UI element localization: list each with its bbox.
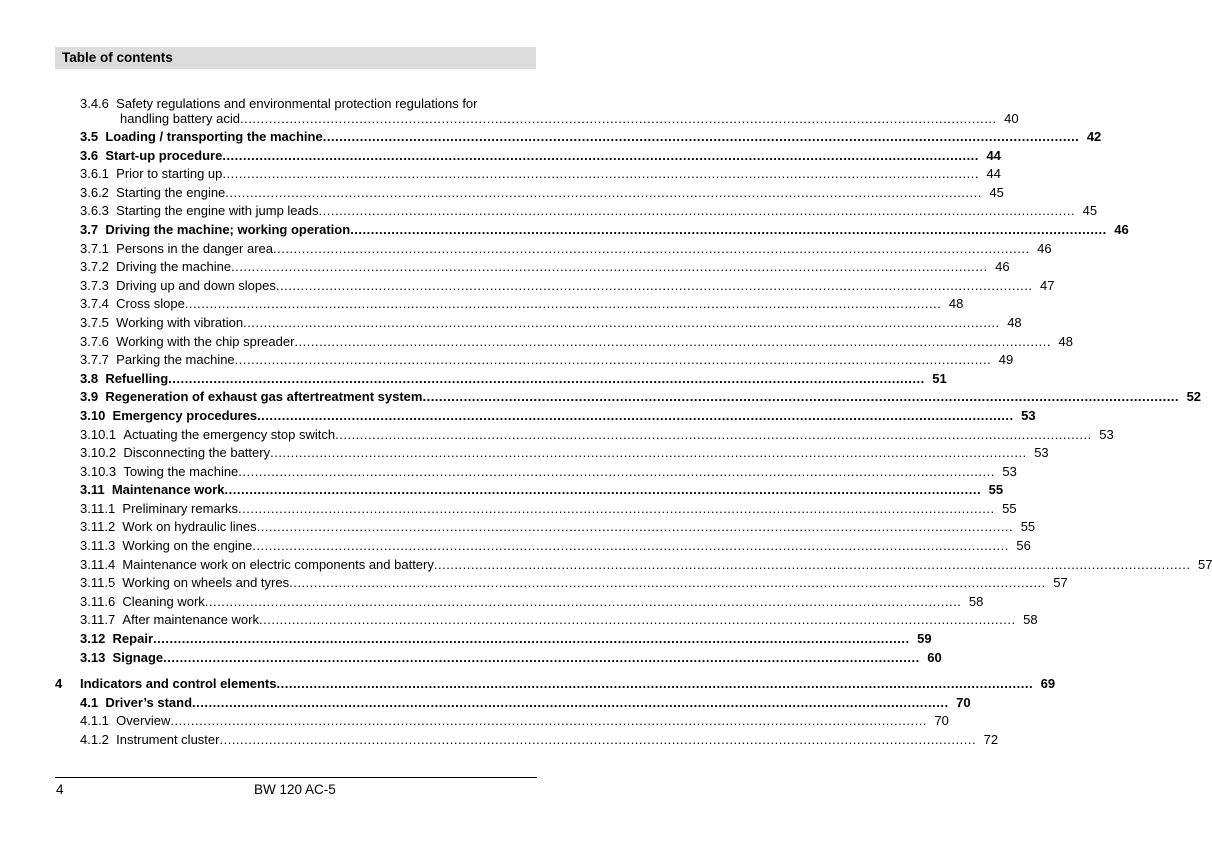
toc-entry[interactable]: [55, 574, 1068, 593]
toc-entry-number: 3.11.3: [80, 538, 116, 554]
toc-entry[interactable]: [55, 95, 1019, 128]
dot-leader: [185, 295, 942, 314]
dot-leader: [225, 184, 982, 203]
toc-entry-page: 53: [1002, 463, 1017, 479]
toc-entry[interactable]: [55, 537, 1031, 556]
toc-entry-title: After maintenance work: [122, 612, 259, 628]
toc-entry-number: 3.11.4: [80, 556, 116, 572]
dot-leader: [235, 351, 992, 370]
toc-entry[interactable]: [55, 518, 1036, 537]
toc-entry-page: 48: [1058, 333, 1073, 349]
dot-leader: [222, 165, 979, 184]
toc-entry-title: Starting the engine with jump leads: [116, 203, 319, 219]
toc-entry[interactable]: [55, 500, 1017, 519]
toc-entry-title: Regeneration of exhaust gas aftertreatment system: [105, 389, 423, 405]
dot-leader: [257, 518, 1014, 537]
toc-entry[interactable]: [55, 481, 1004, 500]
toc-entry[interactable]: [55, 388, 1202, 407]
toc-entry-page: 53: [1099, 426, 1114, 442]
toc-entry-title: Actuating the emergency stop switch: [123, 426, 336, 442]
toc-entry-title-line1: Safety regulations and environmental protection regulations for: [116, 96, 478, 111]
dot-leader: [222, 147, 979, 166]
chapter-page: 69: [1040, 676, 1056, 692]
toc-entry-number: 4.1: [80, 694, 99, 710]
footer-document-title: BW 120 AC-5: [254, 782, 336, 797]
toc-entry-number: 3.7.3: [80, 277, 109, 293]
toc-entry-page: 56: [1016, 538, 1031, 554]
footer-divider: [55, 777, 537, 778]
toc-entry[interactable]: [55, 295, 964, 314]
toc-entry-page: 46: [1037, 240, 1052, 256]
toc-entry[interactable]: [55, 351, 1014, 370]
toc-entry-page: 47: [1039, 277, 1055, 293]
toc-entry-page: 59: [917, 631, 932, 647]
toc-entry-number: 3.7.1: [80, 240, 109, 256]
toc-entry-page: 55: [1020, 519, 1036, 535]
toc-entry-title: Preliminary remarks: [122, 500, 238, 516]
toc-entry[interactable]: [55, 444, 1049, 463]
toc-entry-number: 3.11.2: [80, 519, 116, 535]
chapter-title: Indicators and control elements: [80, 676, 277, 692]
toc-entry[interactable]: [55, 240, 1052, 259]
toc-entry[interactable]: [55, 370, 947, 389]
toc-entry-title: Maintenance work: [111, 482, 225, 498]
toc-entry-number: 3.5: [80, 129, 99, 144]
toc-entry[interactable]: [55, 649, 942, 668]
toc-entry-page: 53: [1021, 407, 1036, 423]
toc-entry[interactable]: [55, 556, 1212, 575]
dot-leader: [277, 675, 1034, 694]
toc-entry[interactable]: [55, 202, 1098, 221]
dot-leader: [350, 221, 1107, 240]
dot-leader: [319, 202, 1076, 221]
dot-leader: [240, 110, 997, 129]
toc-entry-number: 3.6.2: [80, 184, 109, 200]
toc-entry[interactable]: [55, 333, 1073, 352]
toc-entry-number: 3.7.4: [80, 296, 109, 312]
toc-entry-title-line2: handling battery acid: [120, 111, 240, 126]
dot-leader: [243, 314, 1000, 333]
toc-entry-number: 3.9: [80, 389, 99, 405]
toc-entry-page: 48: [1007, 314, 1022, 330]
toc-entry-number: 3.7.5: [80, 314, 109, 330]
dot-leader: [252, 537, 1009, 556]
toc-entry-page: 72: [983, 732, 999, 747]
toc-entry[interactable]: [55, 630, 932, 649]
dot-leader: [422, 388, 1179, 407]
toc-entry-page: 42: [1086, 129, 1102, 144]
toc-entry-number: 4.1.1: [80, 713, 109, 729]
toc-entry-title: Cross slope: [116, 296, 185, 312]
toc-entry-title: Working with the chip spreader: [116, 333, 295, 349]
toc-entry-page: 55: [1002, 500, 1017, 516]
section-header: [55, 47, 536, 69]
toc-entry[interactable]: [55, 694, 971, 713]
toc-entry[interactable]: [55, 184, 1004, 203]
toc-entry-title: Working on the engine: [122, 538, 253, 554]
toc-entry-title: Prior to starting up: [116, 166, 223, 182]
toc-entry[interactable]: [55, 165, 1001, 184]
toc-entry-page: 53: [1034, 445, 1049, 461]
toc-entry-title: Persons in the danger area: [116, 240, 273, 256]
toc-entry-number: 3.7: [80, 221, 99, 237]
footer-page-number: 4: [56, 782, 64, 797]
toc-entry-number: 3.13: [80, 649, 106, 665]
toc-entry[interactable]: [55, 407, 1036, 426]
toc-entry-number: 4.1.2: [80, 732, 109, 747]
toc-entry-page: 60: [927, 649, 942, 665]
toc-entry-title: Disconnecting the battery: [123, 445, 271, 461]
toc-entry-number: 3.11.1: [80, 500, 116, 516]
toc-entry-title: Signage: [112, 649, 164, 665]
dot-leader: [270, 444, 1027, 463]
toc-entry-number: 3.11: [80, 482, 105, 498]
toc-entry[interactable]: [55, 611, 1038, 630]
toc-entry-number: 3.6.3: [80, 203, 109, 219]
toc-entry[interactable]: [55, 221, 1129, 240]
toc-entry[interactable]: [55, 128, 1102, 147]
toc-entry-page: 46: [1114, 221, 1129, 237]
table-of-contents: [55, 95, 1212, 750]
toc-entry-page: 40: [1004, 111, 1019, 126]
toc-entry-title: Maintenance work on electric components and battery: [122, 556, 434, 572]
toc-entry-title: Work on hydraulic lines: [122, 519, 257, 535]
toc-entry-title: Driving up and down slopes: [116, 277, 276, 293]
dot-leader: [170, 712, 927, 731]
toc-entry[interactable]: [55, 731, 999, 750]
toc-entry-number: 3.7.6: [80, 333, 109, 349]
toc-entry-number: 3.7.2: [80, 259, 109, 275]
toc-entry-title: Loading / transporting the machine: [105, 129, 323, 144]
dot-leader: [257, 407, 1014, 426]
toc-entry-title: Driver’s stand: [105, 694, 193, 710]
toc-entry-title: Working on wheels and tyres: [122, 575, 290, 591]
dot-leader: [153, 630, 910, 649]
toc-entry-number: 3.12: [80, 631, 106, 647]
dot-leader: [289, 574, 1046, 593]
toc-entry-page: 70: [934, 713, 949, 729]
toc-entry[interactable]: [55, 426, 1114, 445]
dot-leader: [238, 463, 995, 482]
toc-entry-title: Cleaning work: [122, 593, 205, 609]
toc-entry-page: 51: [932, 370, 947, 386]
toc-entry-page: 44: [986, 166, 1001, 182]
toc-entry-title: Emergency procedures: [112, 407, 258, 423]
toc-entry-page: 48: [948, 296, 964, 312]
dot-leader: [323, 128, 1080, 147]
toc-entry-number: 3.10.3: [80, 463, 117, 479]
toc-entry-number: 3.6.1: [80, 166, 109, 182]
toc-entry-title: Repair: [112, 631, 154, 647]
toc-entry[interactable]: [55, 463, 1017, 482]
dot-leader: [434, 556, 1191, 575]
toc-entry[interactable]: [55, 712, 949, 731]
dot-leader: [192, 694, 949, 713]
toc-entry-number: 3.10.1: [80, 426, 117, 442]
toc-entry-page: 58: [968, 593, 984, 609]
toc-entry-page: 45: [989, 184, 1004, 200]
toc-entry[interactable]: [55, 593, 984, 612]
toc-entry-title: Driving the machine: [116, 259, 232, 275]
toc-entry-number: 3.10: [80, 407, 106, 423]
dot-leader: [259, 611, 1016, 630]
toc-entry-page: 57: [1053, 575, 1068, 591]
toc-entry-number: 3.4.6: [80, 96, 109, 111]
toc-entry-title: Working with vibration: [116, 314, 244, 330]
toc-entry-number: 3.7.7: [80, 352, 109, 368]
dot-leader: [163, 649, 920, 668]
toc-entry-number: 3.10.2: [80, 445, 117, 461]
dot-leader: [219, 731, 976, 750]
toc-entry-page: 70: [956, 694, 971, 710]
toc-entry-page: 55: [988, 482, 1004, 498]
toc-entry[interactable]: [55, 314, 1022, 333]
toc-entry-title: Start-up procedure: [105, 147, 223, 163]
toc-entry-number: 3.6: [80, 147, 99, 163]
toc-entry-title: Starting the engine: [116, 184, 226, 200]
dot-leader: [238, 500, 995, 519]
toc-entry-page: 46: [995, 259, 1010, 275]
toc-entry-title: Parking the machine: [116, 352, 235, 368]
toc-entry[interactable]: [55, 277, 1055, 296]
toc-entry-page: 45: [1082, 203, 1098, 219]
toc-entry-page: 44: [986, 147, 1001, 163]
toc-entry-number: 3.11.6: [80, 593, 116, 609]
dot-leader: [225, 481, 982, 500]
dot-leader: [273, 240, 1030, 259]
toc-entry-page: 52: [1186, 389, 1202, 405]
dot-leader: [168, 370, 925, 389]
toc-entry[interactable]: [55, 147, 1001, 166]
dot-leader: [205, 593, 962, 612]
toc-entry-title: Overview: [116, 713, 171, 729]
toc-entry-title: Driving the machine; working operation: [105, 221, 351, 237]
toc-entry-title: Instrument cluster: [116, 732, 220, 747]
dot-leader: [294, 333, 1051, 352]
toc-entry-page: 49: [998, 352, 1014, 368]
dot-leader: [231, 258, 988, 277]
chapter-number: 4: [55, 676, 63, 692]
toc-entry-page: 57: [1197, 556, 1212, 572]
toc-entry-number: 3.8: [80, 370, 99, 386]
section-title: Table of contents: [62, 50, 173, 65]
toc-entry-number: 3.11.7: [80, 612, 116, 628]
toc-chapter[interactable]: [55, 675, 1056, 694]
toc-entry[interactable]: [55, 258, 1010, 277]
toc-entry-page: 58: [1023, 612, 1038, 628]
toc-entry-title: Refuelling: [105, 370, 169, 386]
toc-entry-number: 3.11.5: [80, 575, 116, 591]
dot-leader: [335, 426, 1092, 445]
toc-entry-title: Towing the machine: [123, 463, 239, 479]
dot-leader: [276, 277, 1033, 296]
